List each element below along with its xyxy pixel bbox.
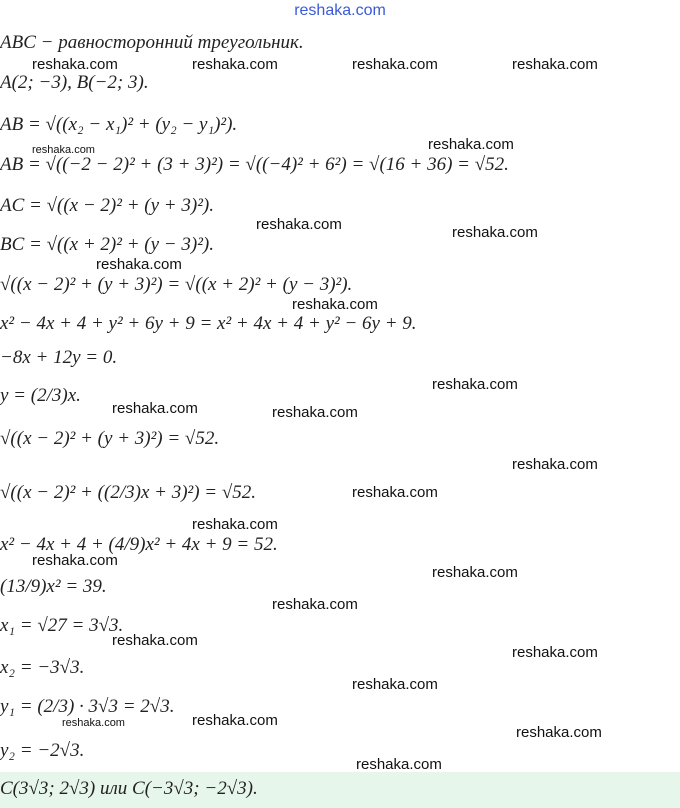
watermark: reshaka.com [112, 632, 198, 649]
distance-formula: AB = √((x₂ − x₁)² + (y₂ − y₁)²). [0, 114, 238, 135]
bc-length: BC = √((x + 2)² + (y − 3)²). [0, 234, 214, 255]
watermark: reshaka.com [352, 56, 438, 73]
ac-length: AC = √((x − 2)² + (y + 3)²). [0, 195, 214, 216]
watermark: reshaka.com [32, 144, 95, 156]
ab-length: AB = √((−2 − 2)² + (3 + 3)²) = √((−4)² + 6²) = √(16 + 36) = √52. [0, 154, 509, 175]
y2-solution: y₂ = −2√3. [0, 740, 85, 761]
watermark: reshaka.com [352, 676, 438, 693]
watermark: reshaka.com [96, 256, 182, 273]
watermark: reshaka.com [272, 596, 358, 613]
watermark: reshaka.com [256, 216, 342, 233]
substituted-equation: √((x − 2)² + ((2/3)x + 3)²) = √52. [0, 482, 257, 503]
watermark: reshaka.com [292, 296, 378, 313]
answer-box [0, 772, 680, 808]
expanded-equation: x² − 4x + 4 + y² + 6y + 9 = x² + 4x + 4 + y² − 6y + 9. [0, 313, 417, 334]
linear-equation: −8x + 12y = 0. [0, 347, 118, 368]
expanded-substitution: x² − 4x + 4 + (4/9)x² + 4x + 9 = 52. [0, 534, 278, 555]
watermark: reshaka.com [112, 400, 198, 417]
watermark: reshaka.com [192, 712, 278, 729]
watermark: reshaka.com [516, 724, 602, 741]
y1-solution: y₁ = (2/3) · 3√3 = 2√3. [0, 696, 175, 717]
quadratic-equation: (13/9)x² = 39. [0, 576, 107, 597]
watermark: reshaka.com [428, 136, 514, 153]
watermark: reshaka.com [452, 224, 538, 241]
points-line: A(2; −3), B(−2; 3). [0, 72, 149, 93]
ac-equation: √((x − 2)² + (y + 3)²) = √52. [0, 428, 220, 449]
watermark: reshaka.com [512, 644, 598, 661]
watermark: reshaka.com [512, 456, 598, 473]
watermark: reshaka.com [512, 56, 598, 73]
y-expression: y = (2/3)x. [0, 385, 81, 406]
condition-line: ABC − равносторонний треугольник. [0, 32, 304, 53]
watermark: reshaka.com [192, 56, 278, 73]
watermark: reshaka.com [272, 404, 358, 421]
watermark: reshaka.com [432, 376, 518, 393]
watermark: reshaka.com [32, 56, 118, 73]
watermark: reshaka.com [356, 756, 442, 773]
x1-solution: x₁ = √27 = 3√3. [0, 615, 124, 636]
watermark: reshaka.com [192, 516, 278, 533]
equal-sides-equation: √((x − 2)² + (y + 3)²) = √((x + 2)² + (y − 3)²). [0, 274, 353, 295]
site-header[interactable]: reshaka.com [294, 2, 386, 19]
watermark: reshaka.com [352, 484, 438, 501]
x2-solution: x₂ = −3√3. [0, 657, 85, 678]
watermark: reshaka.com [432, 564, 518, 581]
answer-text: C(3√3; 2√3) или C(−3√3; −2√3). [0, 778, 258, 799]
watermark: reshaka.com [32, 552, 118, 569]
watermark: reshaka.com [62, 717, 125, 729]
